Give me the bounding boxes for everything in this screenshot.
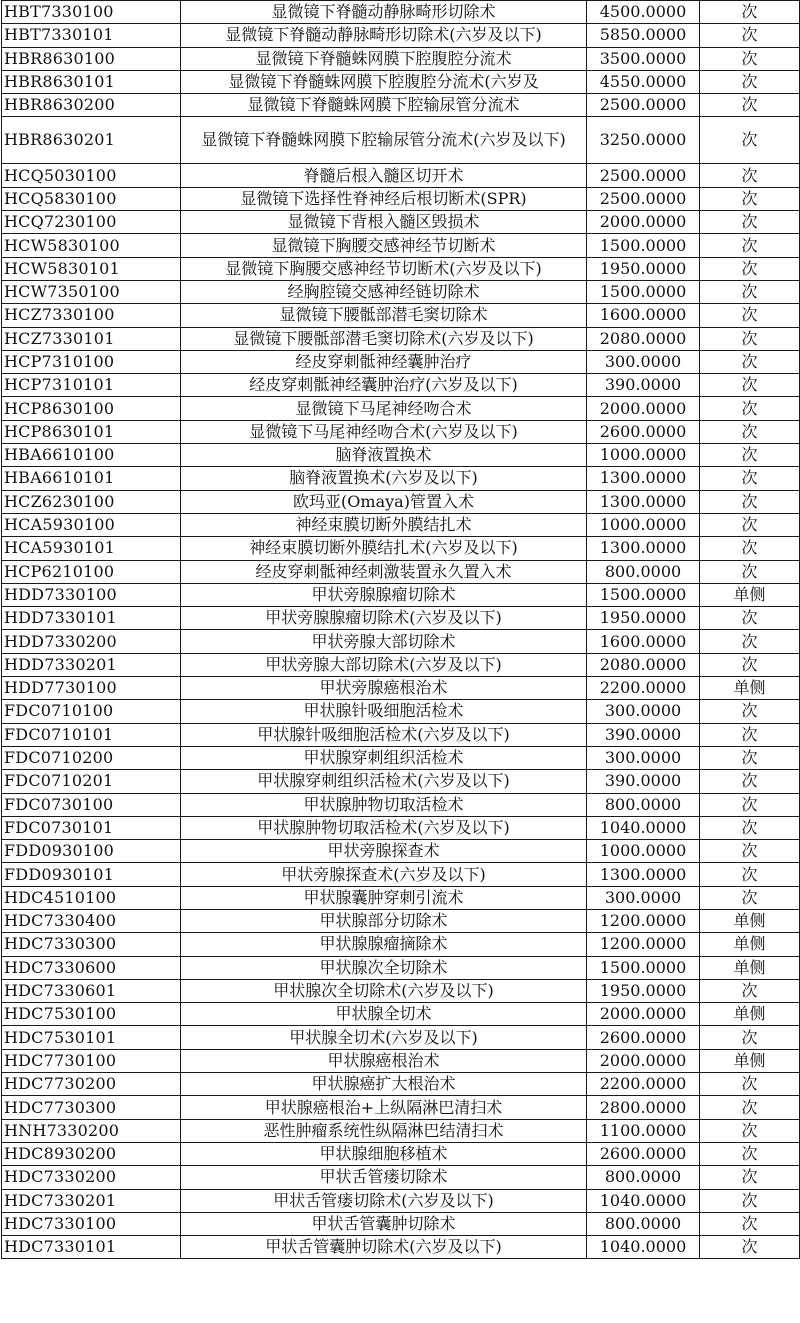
item-code-cell: HCQ7230100: [2, 211, 181, 234]
item-price-cell: 1500.0000: [587, 583, 700, 606]
item-name-cell: 显微镜下脊髓蛛网膜下腔输尿管分流术(六岁及以下): [181, 117, 587, 164]
item-price-cell: 800.0000: [587, 560, 700, 583]
item-code-cell: HNH7330200: [2, 1119, 181, 1142]
item-price-cell: 2000.0000: [587, 1049, 700, 1072]
table-row: [2, 793, 800, 816]
table-row: [2, 94, 800, 117]
item-price-cell: 2000.0000: [587, 211, 700, 234]
item-code-cell: HDD7730100: [2, 677, 181, 700]
medical-fee-table: [1, 0, 800, 1259]
item-code-cell: FDC0730100: [2, 793, 181, 816]
item-name-cell: 甲状腺穿刺组织活检术(六岁及以下): [181, 770, 587, 793]
item-code-cell: HDC7330101: [2, 1236, 181, 1259]
item-name-cell: 显微镜下背根入髓区毁损术: [181, 211, 587, 234]
item-unit-cell: 次: [700, 257, 800, 280]
item-name-cell: 经皮穿刺骶神经刺激装置永久置入术: [181, 560, 587, 583]
item-code-cell: HDC7330201: [2, 1189, 181, 1212]
item-price-cell: 3500.0000: [587, 47, 700, 70]
item-name-cell: 经胸腔镜交感神经链切除术: [181, 280, 587, 303]
item-code-cell: HDC7330100: [2, 1212, 181, 1235]
item-code-cell: HCP7310100: [2, 350, 181, 373]
item-code-cell: FDC0710100: [2, 700, 181, 723]
item-name-cell: 显微镜下胸腰交感神经节切断术: [181, 234, 587, 257]
item-code-cell: HDC4510100: [2, 886, 181, 909]
item-code-cell: HDD7330101: [2, 607, 181, 630]
item-name-cell: 显微镜下脊髓蛛网膜下腔腹腔分流术: [181, 47, 587, 70]
table-row: [2, 886, 800, 909]
item-name-cell: 经皮穿刺骶神经囊肿治疗: [181, 350, 587, 373]
item-unit-cell: 次: [700, 304, 800, 327]
item-code-cell: HCA5930100: [2, 513, 181, 536]
item-unit-cell: 单侧: [700, 933, 800, 956]
table-row: [2, 863, 800, 886]
item-price-cell: 2080.0000: [587, 653, 700, 676]
item-unit-cell: 次: [700, 490, 800, 513]
item-unit-cell: 次: [700, 770, 800, 793]
table-row: [2, 630, 800, 653]
item-code-cell: HCA5930101: [2, 537, 181, 560]
table-row: [2, 1073, 800, 1096]
item-price-cell: 4550.0000: [587, 70, 700, 93]
item-price-cell: 2080.0000: [587, 327, 700, 350]
table-row: [2, 397, 800, 420]
table-row: [2, 1212, 800, 1235]
item-code-cell: HCP8630101: [2, 420, 181, 443]
item-price-cell: 1300.0000: [587, 537, 700, 560]
table-row: [2, 933, 800, 956]
item-name-cell: 甲状旁腺腺瘤切除术(六岁及以下): [181, 607, 587, 630]
item-unit-cell: 次: [700, 1189, 800, 1212]
item-unit-cell: 次: [700, 1073, 800, 1096]
item-code-cell: FDC0730101: [2, 816, 181, 839]
item-price-cell: 1950.0000: [587, 979, 700, 1002]
item-unit-cell: 次: [700, 467, 800, 490]
item-code-cell: HDD7330201: [2, 653, 181, 676]
item-name-cell: 显微镜下选择性脊神经后根切断术(SPR): [181, 187, 587, 210]
item-price-cell: 1000.0000: [587, 840, 700, 863]
item-code-cell: HDC7330400: [2, 909, 181, 932]
item-price-cell: 2500.0000: [587, 164, 700, 187]
table-row: [2, 304, 800, 327]
item-name-cell: 显微镜下脊髓动静脉畸形切除术: [181, 1, 587, 24]
item-code-cell: HCZ7330101: [2, 327, 181, 350]
item-unit-cell: 次: [700, 94, 800, 117]
table-row: [2, 350, 800, 373]
item-unit-cell: 次: [700, 840, 800, 863]
item-unit-cell: 次: [700, 24, 800, 47]
item-price-cell: 2000.0000: [587, 397, 700, 420]
item-price-cell: 1500.0000: [587, 956, 700, 979]
table-row: [2, 723, 800, 746]
item-code-cell: HDC7330300: [2, 933, 181, 956]
item-unit-cell: 次: [700, 863, 800, 886]
table-row: [2, 444, 800, 467]
item-code-cell: HCP8630100: [2, 397, 181, 420]
item-price-cell: 3250.0000: [587, 117, 700, 164]
table-row: [2, 1096, 800, 1119]
item-name-cell: 显微镜下脊髓蛛网膜下腔输尿管分流术: [181, 94, 587, 117]
item-name-cell: 甲状腺癌根治术: [181, 1049, 587, 1072]
item-code-cell: HDC7530100: [2, 1003, 181, 1026]
item-name-cell: 显微镜下腰骶部潜毛窦切除术(六岁及以下): [181, 327, 587, 350]
item-price-cell: 2600.0000: [587, 1142, 700, 1165]
table-row: [2, 211, 800, 234]
item-price-cell: 1500.0000: [587, 280, 700, 303]
item-code-cell: HCZ7330100: [2, 304, 181, 327]
table-row: [2, 513, 800, 536]
item-name-cell: 甲状舌管囊肿切除术(六岁及以下): [181, 1236, 587, 1259]
table-row: [2, 164, 800, 187]
item-name-cell: 显微镜下腰骶部潜毛窦切除术: [181, 304, 587, 327]
table-row: [2, 374, 800, 397]
item-unit-cell: 次: [700, 630, 800, 653]
item-name-cell: 甲状腺腺瘤摘除术: [181, 933, 587, 956]
table-row: [2, 280, 800, 303]
item-code-cell: HDC8930200: [2, 1142, 181, 1165]
table-row: [2, 700, 800, 723]
item-unit-cell: 次: [700, 979, 800, 1002]
fee-table-body: [2, 1, 800, 1259]
table-row: [2, 117, 800, 164]
item-unit-cell: 次: [700, 327, 800, 350]
item-price-cell: 1300.0000: [587, 863, 700, 886]
item-unit-cell: 次: [700, 700, 800, 723]
item-price-cell: 2000.0000: [587, 1003, 700, 1026]
item-unit-cell: 次: [700, 420, 800, 443]
table-row: [2, 607, 800, 630]
item-price-cell: 1000.0000: [587, 513, 700, 536]
item-unit-cell: 次: [700, 723, 800, 746]
table-row: [2, 1026, 800, 1049]
item-code-cell: HBT7330101: [2, 24, 181, 47]
item-price-cell: 1200.0000: [587, 933, 700, 956]
item-unit-cell: 次: [700, 187, 800, 210]
item-price-cell: 2600.0000: [587, 420, 700, 443]
item-name-cell: 甲状腺针吸细胞活检术(六岁及以下): [181, 723, 587, 746]
item-price-cell: 300.0000: [587, 700, 700, 723]
item-code-cell: FDD0930101: [2, 863, 181, 886]
item-unit-cell: 单侧: [700, 1049, 800, 1072]
item-name-cell: 甲状腺穿刺组织活检术: [181, 746, 587, 769]
item-code-cell: HBR8630200: [2, 94, 181, 117]
item-name-cell: 脑脊液置换术(六岁及以下): [181, 467, 587, 490]
item-code-cell: FDC0710101: [2, 723, 181, 746]
item-unit-cell: 次: [700, 1236, 800, 1259]
item-code-cell: HDD7330200: [2, 630, 181, 653]
table-row: [2, 257, 800, 280]
item-code-cell: HDC7330601: [2, 979, 181, 1002]
item-unit-cell: 次: [700, 47, 800, 70]
table-row: [2, 770, 800, 793]
item-unit-cell: 次: [700, 374, 800, 397]
table-row: [2, 1, 800, 24]
item-name-cell: 甲状腺针吸细胞活检术: [181, 700, 587, 723]
item-name-cell: 甲状腺次全切除术: [181, 956, 587, 979]
item-price-cell: 800.0000: [587, 793, 700, 816]
table-row: [2, 677, 800, 700]
item-price-cell: 800.0000: [587, 1212, 700, 1235]
item-unit-cell: 次: [700, 537, 800, 560]
item-price-cell: 800.0000: [587, 1166, 700, 1189]
item-unit-cell: 次: [700, 816, 800, 839]
item-code-cell: HDD7330100: [2, 583, 181, 606]
item-price-cell: 390.0000: [587, 723, 700, 746]
item-price-cell: 2800.0000: [587, 1096, 700, 1119]
item-unit-cell: 次: [700, 560, 800, 583]
table-row: [2, 746, 800, 769]
item-code-cell: HBT7330100: [2, 1, 181, 24]
item-unit-cell: 次: [700, 1212, 800, 1235]
table-row: [2, 560, 800, 583]
item-code-cell: FDC0710200: [2, 746, 181, 769]
item-unit-cell: 单侧: [700, 583, 800, 606]
item-unit-cell: 次: [700, 117, 800, 164]
item-name-cell: 显微镜下脊髓蛛网膜下腔腹腔分流术(六岁及: [181, 70, 587, 93]
item-name-cell: 神经束膜切断外膜结扎术: [181, 513, 587, 536]
item-unit-cell: 次: [700, 607, 800, 630]
item-name-cell: 显微镜下脊髓动静脉畸形切除术(六岁及以下): [181, 24, 587, 47]
item-code-cell: HDC7330600: [2, 956, 181, 979]
item-unit-cell: 次: [700, 397, 800, 420]
item-name-cell: 神经束膜切断外膜结扎术(六岁及以下): [181, 537, 587, 560]
item-unit-cell: 次: [700, 444, 800, 467]
item-unit-cell: 次: [700, 513, 800, 536]
item-price-cell: 1500.0000: [587, 234, 700, 257]
item-unit-cell: 次: [700, 746, 800, 769]
item-name-cell: 甲状旁腺大部切除术: [181, 630, 587, 653]
item-name-cell: 甲状腺部分切除术: [181, 909, 587, 932]
item-price-cell: 1040.0000: [587, 1236, 700, 1259]
item-name-cell: 甲状腺肿物切取活检术: [181, 793, 587, 816]
item-price-cell: 1200.0000: [587, 909, 700, 932]
item-unit-cell: 次: [700, 350, 800, 373]
item-price-cell: 300.0000: [587, 746, 700, 769]
item-code-cell: HCW7350100: [2, 280, 181, 303]
item-price-cell: 1300.0000: [587, 467, 700, 490]
item-price-cell: 2600.0000: [587, 1026, 700, 1049]
item-unit-cell: 次: [700, 164, 800, 187]
item-price-cell: 1040.0000: [587, 1189, 700, 1212]
item-price-cell: 2200.0000: [587, 1073, 700, 1096]
item-name-cell: 脑脊液置换术: [181, 444, 587, 467]
table-row: [2, 909, 800, 932]
item-name-cell: 甲状旁腺腺瘤切除术: [181, 583, 587, 606]
item-price-cell: 1100.0000: [587, 1119, 700, 1142]
item-unit-cell: 次: [700, 1119, 800, 1142]
item-price-cell: 2500.0000: [587, 94, 700, 117]
item-unit-cell: 次: [700, 886, 800, 909]
item-price-cell: 1950.0000: [587, 257, 700, 280]
table-row: [2, 467, 800, 490]
item-name-cell: 显微镜下马尾神经吻合术: [181, 397, 587, 420]
item-name-cell: 欧玛亚(Omaya)管置入术: [181, 490, 587, 513]
table-row: [2, 70, 800, 93]
table-row: [2, 24, 800, 47]
item-unit-cell: 单侧: [700, 909, 800, 932]
item-name-cell: 经皮穿刺骶神经囊肿治疗(六岁及以下): [181, 374, 587, 397]
item-code-cell: HBR8630101: [2, 70, 181, 93]
item-unit-cell: 次: [700, 1, 800, 24]
item-name-cell: 显微镜下马尾神经吻合术(六岁及以下): [181, 420, 587, 443]
item-code-cell: HDC7730300: [2, 1096, 181, 1119]
item-name-cell: 甲状腺癌根治+上纵隔淋巴清扫术: [181, 1096, 587, 1119]
item-unit-cell: 次: [700, 1166, 800, 1189]
item-unit-cell: 次: [700, 70, 800, 93]
item-code-cell: HDC7730200: [2, 1073, 181, 1096]
table-row: [2, 840, 800, 863]
item-unit-cell: 次: [700, 1142, 800, 1165]
item-code-cell: HBR8630201: [2, 117, 181, 164]
item-name-cell: 甲状腺肿物切取活检术(六岁及以下): [181, 816, 587, 839]
item-price-cell: 390.0000: [587, 770, 700, 793]
item-name-cell: 显微镜下胸腰交感神经节切断术(六岁及以下): [181, 257, 587, 280]
item-unit-cell: 次: [700, 1096, 800, 1119]
item-name-cell: 甲状舌管瘘切除术: [181, 1166, 587, 1189]
item-code-cell: HBR8630100: [2, 47, 181, 70]
item-code-cell: FDC0710201: [2, 770, 181, 793]
item-price-cell: 1600.0000: [587, 304, 700, 327]
table-row: [2, 187, 800, 210]
item-name-cell: 甲状腺全切术: [181, 1003, 587, 1026]
table-row: [2, 1236, 800, 1259]
item-code-cell: HDC7730100: [2, 1049, 181, 1072]
table-row: [2, 816, 800, 839]
item-unit-cell: 次: [700, 1026, 800, 1049]
item-price-cell: 2500.0000: [587, 187, 700, 210]
item-code-cell: HBA6610101: [2, 467, 181, 490]
item-code-cell: HCQ5830100: [2, 187, 181, 210]
item-code-cell: HCW5830100: [2, 234, 181, 257]
item-price-cell: 1040.0000: [587, 816, 700, 839]
item-code-cell: HDC7330200: [2, 1166, 181, 1189]
item-unit-cell: 单侧: [700, 677, 800, 700]
item-unit-cell: 单侧: [700, 1003, 800, 1026]
table-row: [2, 490, 800, 513]
item-unit-cell: 次: [700, 234, 800, 257]
item-price-cell: 1950.0000: [587, 607, 700, 630]
item-name-cell: 甲状腺癌扩大根治术: [181, 1073, 587, 1096]
item-code-cell: HCQ5030100: [2, 164, 181, 187]
item-name-cell: 甲状旁腺大部切除术(六岁及以下): [181, 653, 587, 676]
item-name-cell: 恶性肿瘤系统性纵隔淋巴结清扫术: [181, 1119, 587, 1142]
table-row: [2, 653, 800, 676]
item-name-cell: 甲状舌管囊肿切除术: [181, 1212, 587, 1235]
item-code-cell: HCP7310101: [2, 374, 181, 397]
table-row: [2, 1119, 800, 1142]
item-unit-cell: 次: [700, 280, 800, 303]
item-name-cell: 甲状旁腺探查术(六岁及以下): [181, 863, 587, 886]
table-row: [2, 1189, 800, 1212]
item-price-cell: 300.0000: [587, 350, 700, 373]
item-price-cell: 5850.0000: [587, 24, 700, 47]
table-row: [2, 420, 800, 443]
table-row: [2, 234, 800, 257]
item-price-cell: 300.0000: [587, 886, 700, 909]
table-row: [2, 1049, 800, 1072]
table-row: [2, 1142, 800, 1165]
item-price-cell: 1300.0000: [587, 490, 700, 513]
item-code-cell: HCW5830101: [2, 257, 181, 280]
item-name-cell: 脊髓后根入髓区切开术: [181, 164, 587, 187]
item-code-cell: HCZ6230100: [2, 490, 181, 513]
item-code-cell: HDC7530101: [2, 1026, 181, 1049]
item-name-cell: 甲状旁腺探查术: [181, 840, 587, 863]
table-row: [2, 537, 800, 560]
item-code-cell: HCP6210100: [2, 560, 181, 583]
item-unit-cell: 次: [700, 211, 800, 234]
item-unit-cell: 次: [700, 653, 800, 676]
table-row: [2, 47, 800, 70]
table-row: [2, 1166, 800, 1189]
item-price-cell: 1000.0000: [587, 444, 700, 467]
item-name-cell: 甲状腺次全切除术(六岁及以下): [181, 979, 587, 1002]
table-row: [2, 979, 800, 1002]
item-name-cell: 甲状腺囊肿穿刺引流术: [181, 886, 587, 909]
item-unit-cell: 次: [700, 793, 800, 816]
item-name-cell: 甲状舌管瘘切除术(六岁及以下): [181, 1189, 587, 1212]
item-price-cell: 1600.0000: [587, 630, 700, 653]
item-name-cell: 甲状旁腺癌根治术: [181, 677, 587, 700]
item-price-cell: 390.0000: [587, 374, 700, 397]
item-name-cell: 甲状腺全切术(六岁及以下): [181, 1026, 587, 1049]
table-row: [2, 956, 800, 979]
item-name-cell: 甲状腺细胞移植术: [181, 1142, 587, 1165]
table-row: [2, 1003, 800, 1026]
item-unit-cell: 单侧: [700, 956, 800, 979]
table-row: [2, 327, 800, 350]
item-price-cell: 2200.0000: [587, 677, 700, 700]
item-code-cell: HBA6610100: [2, 444, 181, 467]
table-row: [2, 583, 800, 606]
item-price-cell: 4500.0000: [587, 1, 700, 24]
item-code-cell: FDD0930100: [2, 840, 181, 863]
